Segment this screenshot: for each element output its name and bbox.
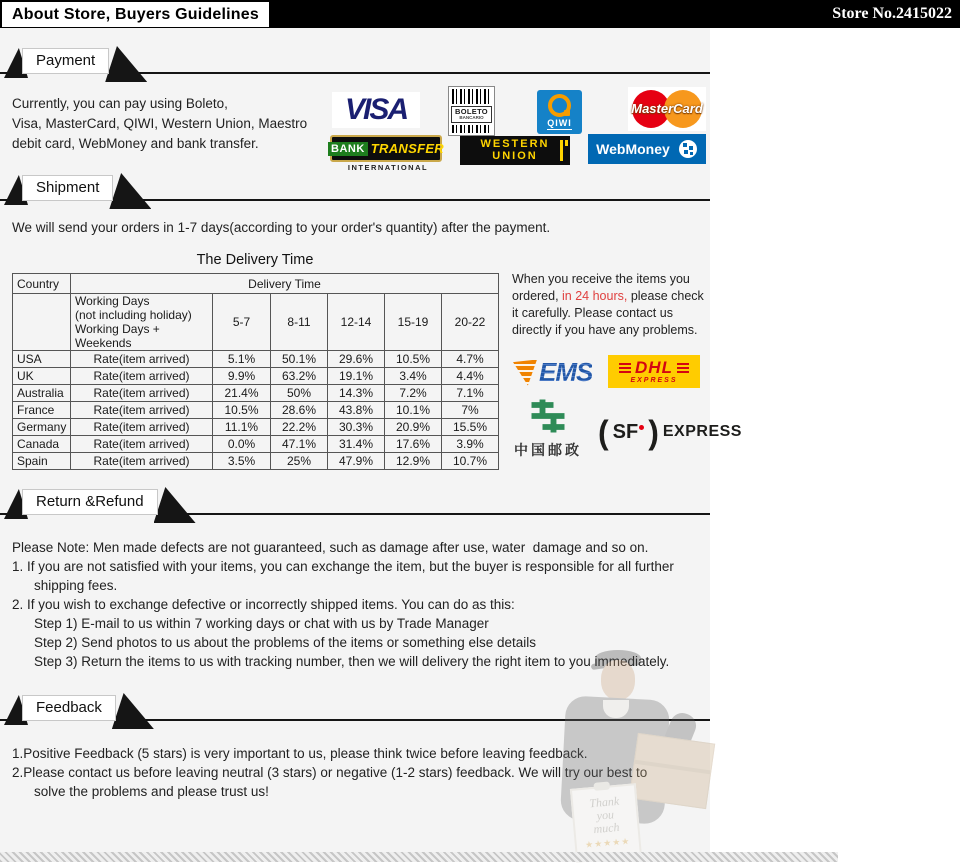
payment-description (12, 94, 307, 154)
western-label: WESTERN (480, 138, 550, 150)
shipment-section-header (0, 171, 710, 203)
rate-value-cell: 20.9% (385, 419, 442, 436)
ems-label: EMS (539, 357, 593, 387)
feedback-section-title: Feedback (22, 695, 116, 721)
country-cell: Canada (13, 436, 71, 453)
table-header-row (13, 274, 499, 294)
dhl-logo (608, 355, 700, 388)
rate-label-cell: Rate(item arrived) (71, 385, 213, 402)
table-subheader-row (13, 294, 499, 351)
day-range-cell: 15-19 (385, 294, 442, 351)
working-days-label-line: Working Days (75, 294, 150, 308)
ems-logo (513, 357, 592, 388)
rate-value-cell: 22.2% (271, 419, 328, 436)
rate-label-cell: Rate(item arrived) (71, 453, 213, 470)
rate-value-cell: 7% (442, 402, 499, 419)
rate-value-cell: 3.9% (442, 436, 499, 453)
return-refund-line: shipping fees. (34, 578, 118, 593)
rate-value-cell: 9.9% (213, 368, 271, 385)
barcode-icon (452, 125, 491, 133)
country-cell: USA (13, 351, 71, 368)
qiwi-q-icon (548, 94, 571, 117)
china-post-emblem-icon (525, 394, 571, 438)
notice-text: please check it carefully. Please contact us directly if you have any problems. (512, 289, 704, 337)
webmoney-logo (588, 134, 706, 164)
boleto-sublabel: BANCARIO (459, 115, 484, 121)
rate-value-cell: 21.4% (213, 385, 271, 402)
day-range-cell: 8-11 (271, 294, 328, 351)
rate-value-cell: 14.3% (328, 385, 385, 402)
rate-value-cell: 31.4% (328, 436, 385, 453)
payment-section-header (0, 44, 710, 76)
rate-value-cell: 10.1% (385, 402, 442, 419)
shipment-intro: We will send your orders in 1-7 days(according to your order's quantity) after the payment. (12, 220, 551, 235)
rate-value-cell: 7.2% (385, 385, 442, 402)
page-title: About Store, Buyers Guidelines (2, 2, 269, 27)
qiwi-logo (537, 90, 582, 134)
rate-value-cell: 50.1% (271, 351, 328, 368)
table-row (13, 436, 499, 453)
banner-right-arrow-icon (112, 693, 154, 729)
table-row (13, 419, 499, 436)
rate-value-cell: 5.1% (213, 351, 271, 368)
feedback-text (12, 744, 702, 801)
table-row (13, 453, 499, 470)
notice-text: When you receive the items you ordered, (512, 272, 690, 303)
feedback-line: 1.Positive Feedback (5 stars) is very important to us, please think twice before leaving feedback. (12, 746, 588, 761)
feedback-line: solve the problems and please trust us! (34, 784, 269, 799)
boleto-label: BOLETO (455, 106, 488, 116)
working-days-label-cell (71, 294, 213, 351)
thank-you-line: Thank (588, 793, 620, 811)
rate-value-cell: 11.1% (213, 419, 271, 436)
ems-flag-icon (513, 360, 537, 386)
banner-right-arrow-icon (105, 46, 147, 82)
return-refund-line: Please Note: Men made defects are not guaranteed, such as damage after use, water damage and so on. (12, 540, 649, 555)
sf-red-dot-icon (639, 425, 644, 430)
rate-value-cell: 25% (271, 453, 328, 470)
return-refund-line: Step 3) Return the items to us with tracking number, then we will delivery the right item to you immediately. (34, 654, 670, 669)
sf-label: SF (612, 420, 639, 443)
table-row (13, 368, 499, 385)
rate-value-cell: 43.8% (328, 402, 385, 419)
return-refund-line: 2. If you wish to exchange defective or incorrectly shipped items. You can do as this: (12, 597, 515, 612)
western-union-square-icon (565, 140, 568, 146)
union-label: UNION (492, 150, 538, 162)
rate-value-cell: 0.0% (213, 436, 271, 453)
store-number: Store No.2415022 (832, 5, 952, 22)
feedback-line: 2.Please contact us before leaving neutral (3 stars) or negative (1-2 stars) feedback. We will try our best to (12, 765, 648, 780)
return-refund-section-header (0, 485, 710, 517)
working-days-label-line: (not including holiday) (75, 308, 192, 322)
sf-express-logo (598, 413, 742, 451)
dhl-express-label: EXPRESS (630, 377, 678, 384)
five-stars-icon: ★★★★★ (584, 835, 631, 850)
return-refund-line: Step 1) E-mail to us within 7 working days or chat with us by Trade Manager (34, 616, 489, 631)
return-refund-section-title: Return &Refund (22, 489, 158, 515)
sf-right-bracket-icon: ) (648, 413, 659, 451)
table-row (13, 402, 499, 419)
payment-desc-line: debit card, WebMoney and bank transfer. (12, 136, 259, 151)
payment-section-title: Payment (22, 48, 109, 74)
table-row (13, 351, 499, 368)
rate-label-cell: Rate(item arrived) (71, 419, 213, 436)
rate-value-cell: 3.4% (385, 368, 442, 385)
boleto-logo (448, 86, 495, 136)
rate-label-cell: Rate(item arrived) (71, 436, 213, 453)
webmoney-label: WebMoney (596, 141, 670, 157)
china-post-logo (514, 394, 582, 460)
top-bar (0, 0, 960, 28)
thank-you-line: much (592, 819, 620, 837)
mastercard-logo (628, 87, 706, 131)
feedback-section-header (0, 691, 710, 723)
rate-value-cell: 17.6% (385, 436, 442, 453)
table-row (13, 385, 499, 402)
country-cell: Germany (13, 419, 71, 436)
western-union-logo (460, 136, 570, 165)
rate-value-cell: 10.5% (385, 351, 442, 368)
payment-desc-line: Currently, you can pay using Boleto, (12, 96, 228, 111)
empty-cell (13, 294, 71, 351)
bank-label: BANK (328, 142, 368, 156)
day-range-cell: 5-7 (213, 294, 271, 351)
day-range-cell: 20-22 (442, 294, 499, 351)
qiwi-label: QIWI (547, 118, 572, 128)
country-header-cell: Country (13, 274, 71, 294)
day-range-cell: 12-14 (328, 294, 385, 351)
rate-value-cell: 47.9% (328, 453, 385, 470)
rate-value-cell: 15.5% (442, 419, 499, 436)
return-refund-text (12, 538, 708, 671)
rate-value-cell: 3.5% (213, 453, 271, 470)
country-cell: Spain (13, 453, 71, 470)
dhl-stripe-icon (677, 363, 689, 373)
rate-value-cell: 7.1% (442, 385, 499, 402)
country-cell: Australia (13, 385, 71, 402)
shipment-section-title: Shipment (22, 175, 113, 201)
rate-label-cell: Rate(item arrived) (71, 402, 213, 419)
rate-value-cell: 47.1% (271, 436, 328, 453)
sf-left-bracket-icon: ( (598, 413, 609, 451)
rate-label-cell: Rate(item arrived) (71, 368, 213, 385)
working-days-label-line: Working Days + Weekends (75, 322, 160, 350)
barcode-icon (452, 89, 491, 104)
delivery-table-title: The Delivery Time (196, 252, 314, 268)
visa-logo: VISA (332, 92, 420, 128)
webmoney-globe-icon (678, 139, 698, 159)
return-refund-line: Step 2) Send photos to us about the problems of the items or something else details (34, 635, 537, 650)
bank-transfer-logo (330, 135, 442, 162)
rate-value-cell: 4.7% (442, 351, 499, 368)
western-union-bar-icon (560, 140, 563, 161)
banner-right-arrow-icon (109, 173, 151, 209)
thank-you-line: you (596, 807, 615, 823)
dhl-label: DHL (635, 358, 673, 377)
rate-value-cell: 12.9% (385, 453, 442, 470)
delivery-time-table (12, 273, 499, 470)
rate-value-cell: 19.1% (328, 368, 385, 385)
banner-right-arrow-icon (154, 487, 196, 523)
payment-desc-line: Visa, MasterCard, QIWI, Western Union, Maestro (12, 116, 308, 131)
return-refund-line: 1. If you are not satisfied with your items, you can exchange the item, but the buyer is responsible for all further (12, 559, 674, 574)
delivery-time-header-cell: Delivery Time (71, 274, 499, 294)
rate-label-cell: Rate(item arrived) (71, 351, 213, 368)
bank-transfer-international-label: INTERNATIONAL (347, 163, 429, 172)
rate-value-cell: 10.7% (442, 453, 499, 470)
notice-highlight: in 24 hours, (562, 289, 628, 303)
dhl-stripe-icon (619, 363, 631, 373)
rate-value-cell: 4.4% (442, 368, 499, 385)
country-cell: UK (13, 368, 71, 385)
china-post-label: 中国邮政 (514, 443, 582, 459)
rate-value-cell: 63.2% (271, 368, 328, 385)
sf-express-label: EXPRESS (662, 423, 742, 440)
bottom-hatch-strip (0, 852, 838, 862)
country-cell: France (13, 402, 71, 419)
mastercard-label: MasterCard (631, 101, 703, 116)
receipt-notice (512, 271, 712, 339)
rate-value-cell: 28.6% (271, 402, 328, 419)
rate-value-cell: 30.3% (328, 419, 385, 436)
rate-value-cell: 29.6% (328, 351, 385, 368)
rate-value-cell: 50% (271, 385, 328, 402)
rate-value-cell: 10.5% (213, 402, 271, 419)
transfer-label: TRANSFER (370, 141, 444, 156)
